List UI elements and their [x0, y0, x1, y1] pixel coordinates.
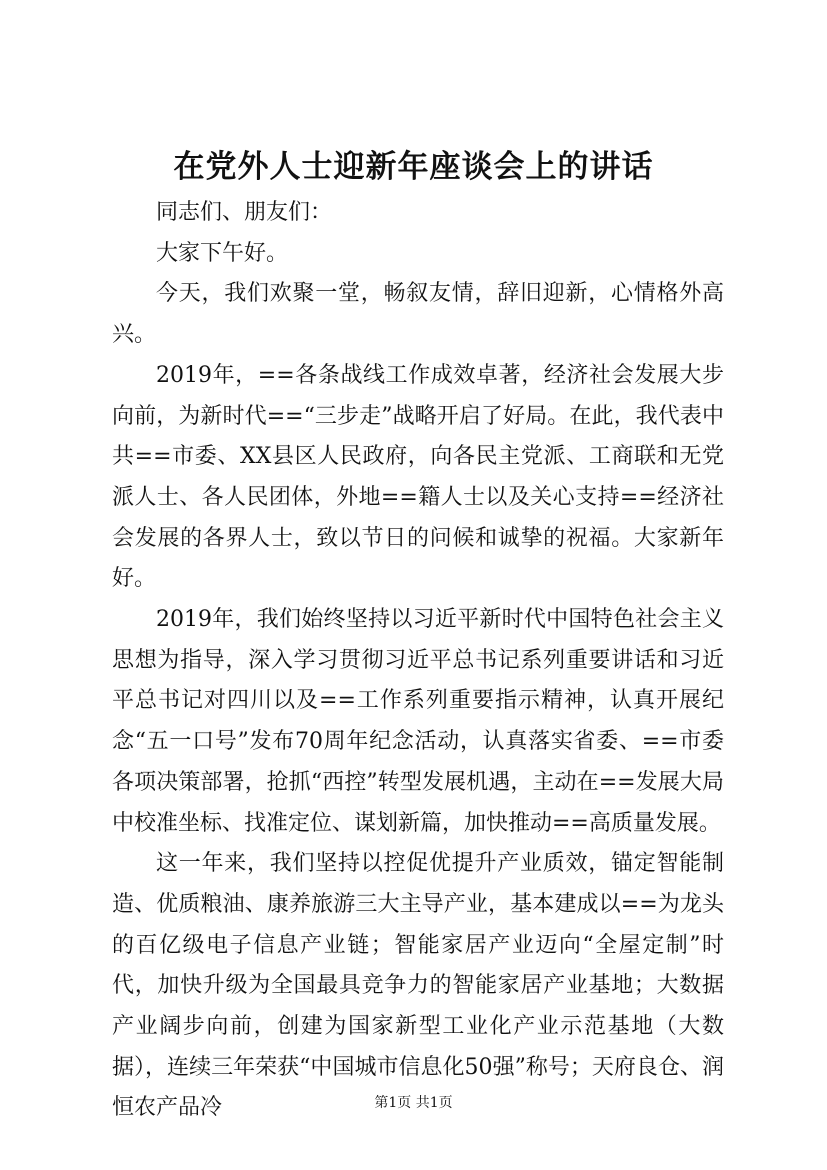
page-number-footer: 第1页 共1页 — [374, 1095, 453, 1111]
paragraph-industry: 这一年来，我们坚持以控促优提升产业质效，锚定智能制造、优质粮油、康养旅游三大主导产业，基本建成以==为龙头的百亿级电子信息产业链；智能家居产业迈向“全屋定制”时代，加快升级为全国最具竞争力的智能家居产业基地；大数据产业阔步向前，创建为国家新型工业化产业示范基地（大数据），连续三年荣获“中国城市信息化50强”称号；天府良仓、润恒农产品冷 — [112, 851, 724, 1121]
paragraph-opening: 今天，我们欢聚一堂，畅叙友情，辞旧迎新，心情格外高兴。 — [112, 281, 724, 348]
paragraph-greeting: 大家下午好。 — [156, 240, 289, 266]
document-title: 在党外人士迎新年座谈会上的讲话 — [173, 149, 654, 185]
document-body — [112, 193, 724, 1129]
paragraph-achievements: 2019年，==各条战线工作成效卓著，经济社会发展大步向前，为新时代==“三步走”战略开启了好局。在此，我代表中共==市委、XX县区人民政府，向各民主党派、工商联和无党派人士、各人民团体，外地==籍人士以及关心支持==经济社会发展的各界人士，致以节日的问候和诚挚的祝福。大家新年好。 — [112, 362, 724, 592]
paragraph-salutation: 同志们、朋友们： — [156, 200, 333, 225]
paragraph-guidance: 2019年，我们始终坚持以习近平新时代中国特色社会主义思想为指导，深入学习贯彻习近平总书记系列重要讲话和习近平总书记对四川以及==工作系列重要指示精神，认真开展纪念“五一口号”发布70周年纪念活动，认真落实省委、==市委各项决策部署，抢抓“西控”转型发展机遇，主动在==发展大局中校准坐标、找准定位、谋划新篇，加快推动==高质量发展。 — [112, 607, 724, 836]
